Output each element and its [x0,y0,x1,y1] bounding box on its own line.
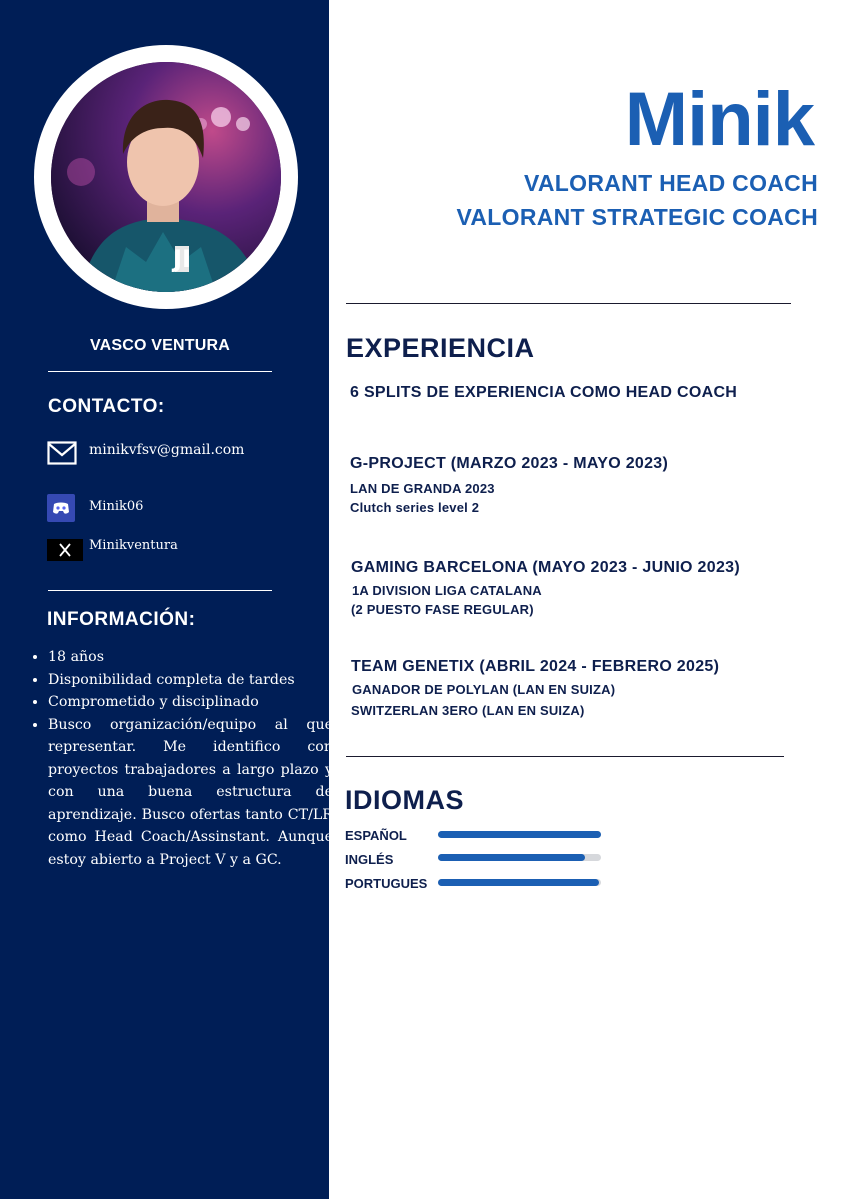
contact-discord-row [47,494,143,522]
info-item-seeking: • Busco organización/equipo al que representar. Me identifico con proyectos trabajadores a largo plazo y con una buena estructura de aprendizaje. Busco ofertas tanto CT/LR como Head Coach/Assinstant. Aunque estoy abierto a Project V y a GC. [48,714,333,872]
info-item-commitment: • Comprometido y disciplinado [48,691,333,714]
experience-entry-team: TEAM GENETIX (ABRIL 2024 - FEBRERO 2025) [351,658,720,675]
role-secondary: VALORANT STRATEGIC COACH [456,204,818,230]
info-list [27,646,333,871]
experience-entry-team: GAMING BARCELONA (MAYO 2023 - JUNIO 2023) [351,559,740,576]
info-item-age: • 18 años [48,646,333,669]
profile-photo [51,62,281,292]
experience-summary: 6 SPLITS DE EXPERIENCIA COMO HEAD COACH [350,384,738,401]
alias-title: Minik [624,77,814,162]
profile-photo-frame [34,45,298,309]
language-label: ESPAÑOL [345,828,407,843]
language-level-bar [438,879,601,886]
experience-divider [346,756,784,757]
sidebar [0,0,333,1199]
experience-entry-team: G-PROJECT (MARZO 2023 - MAYO 2023) [350,455,669,472]
role-primary: VALORANT HEAD COACH [523,170,818,196]
contact-title: CONTACTO: [48,396,165,417]
language-level-fill [438,879,599,886]
contact-divider [48,590,272,591]
languages-title: IDIOMAS [345,785,465,815]
header-divider [346,303,791,304]
info-item-availability: • Disponibilidad completa de tardes [48,669,333,692]
language-label: PORTUGUES [345,876,428,891]
experience-entry-detail: LAN DE GRANDA 2023 [350,481,495,496]
photo-monogram: JI [173,245,191,273]
experience-entry-detail: GANADOR DE POLYLAN (LAN EN SUIZA) [352,682,616,697]
contact-discord: Minik06 [89,498,144,514]
info-title: INFORMACIÓN: [47,609,196,630]
experience-entry-detail: Clutch series level 2 [350,500,480,515]
discord-icon [47,494,75,522]
language-level-fill [438,854,585,861]
name-divider [48,371,272,372]
contact-email-row [47,441,244,465]
person-name: VASCO VENTURA [89,337,231,354]
language-level-bar [438,854,601,861]
language-label: INGLÉS [345,852,394,867]
experience-entry-detail: (2 PUESTO FASE REGULAR) [351,602,534,617]
experience-entry-detail: 1A DIVISION LIGA CATALANA [352,583,542,598]
language-level-fill [438,831,601,838]
mail-icon [47,441,77,465]
language-level-bar [438,831,601,838]
experience-title: EXPERIENCIA [346,333,535,363]
x-logo-icon [47,539,83,561]
contact-x-row [47,539,178,561]
contact-email[interactable]: minikvfsv@gmail.com [89,442,245,458]
contact-x: Minikventura [89,537,178,553]
experience-entry-detail: SWITZERLAN 3ERO (LAN EN SUIZA) [351,703,585,718]
